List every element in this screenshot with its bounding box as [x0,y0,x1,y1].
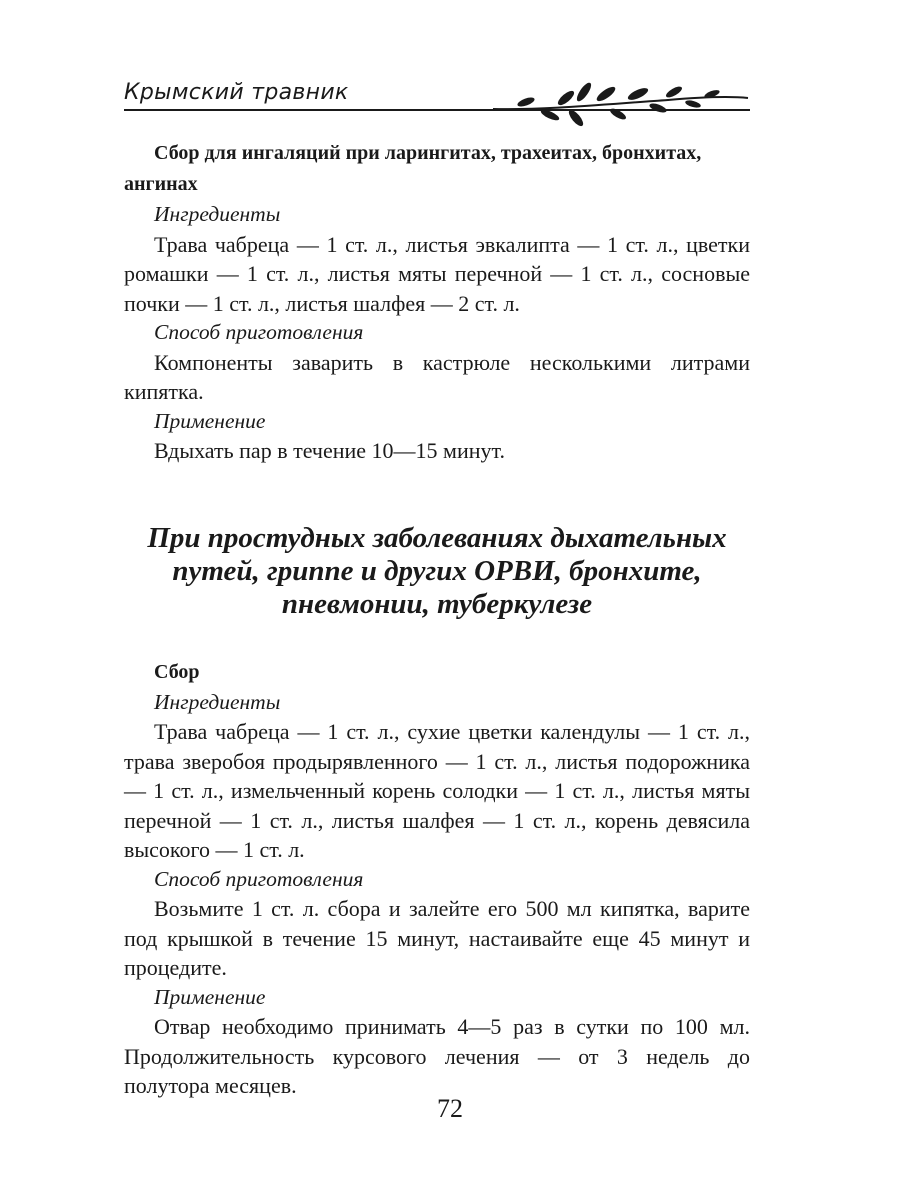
leaf-branch-icon [488,74,750,134]
running-header-title: Крымский травник [124,80,349,105]
recipe2-ingredients-label: Ингредиенты [154,689,281,714]
recipe2-method-text: Возьмите 1 ст. л. сбора и залейте его 500 мл кипятка, варите под крышкой в течение 15 минут, настаивайте еще 45 минут и процедите. [124,896,750,980]
recipe2-usage-text: Отвар необходимо принимать 4—5 раз в сутки по 100 мл. Продолжительность курсового лечения — от 3 недель до полутора месяцев. [124,1014,750,1098]
recipe1-ingredients-label: Ингредиенты [154,202,281,226]
recipe1-ingredients-text: Трава чабреца — 1 ст. л., листья эвкалипта — 1 ст. л., цветки ромашки — 1 ст. л., листья мяты перечной — 1 ст. л., сосновые почки — 1 ст. л., листья шалфея — 2 ст. л. [124,231,750,316]
recipe2-method-label: Способ приготовления [154,866,364,891]
recipe1-usage-text: Вдыхать пар в течение 10—15 минут. [154,438,505,463]
recipe1-method-label: Способ приготовления [154,320,364,344]
recipe2-usage-label: Применение [154,984,266,1009]
recipe2-ingredients-text: Трава чабреца — 1 ст. л., сухие цветки календулы — 1 ст. л., трава зверобоя продырявленного — 1 ст. л., листья подорожника — 1 ст. л., измельченный корень солодки — 1 ст. л., листья мяты перечной — 1 ст. л., листья шалфея — 1 ст. л., корень девясила высокого — 1 ст. л. [124,719,750,862]
recipe1-method-text: Компоненты заварить в кастрюле несколькими литрами кипятка. [124,349,750,404]
section-title: При простудных заболеваниях дыхательных путей, гриппе и других ОРВИ, бронхите, пневмонии, туберкулезе [147,521,727,620]
recipe2-title: Сбор [154,660,200,683]
recipe1-title: Сбор для ингаляций при ларингитах, трахеитах, бронхитах, ангинах [124,142,702,195]
recipe1-usage-label: Применение [154,408,266,433]
page-content [124,138,750,1101]
page-number: 72 [437,1094,463,1123]
